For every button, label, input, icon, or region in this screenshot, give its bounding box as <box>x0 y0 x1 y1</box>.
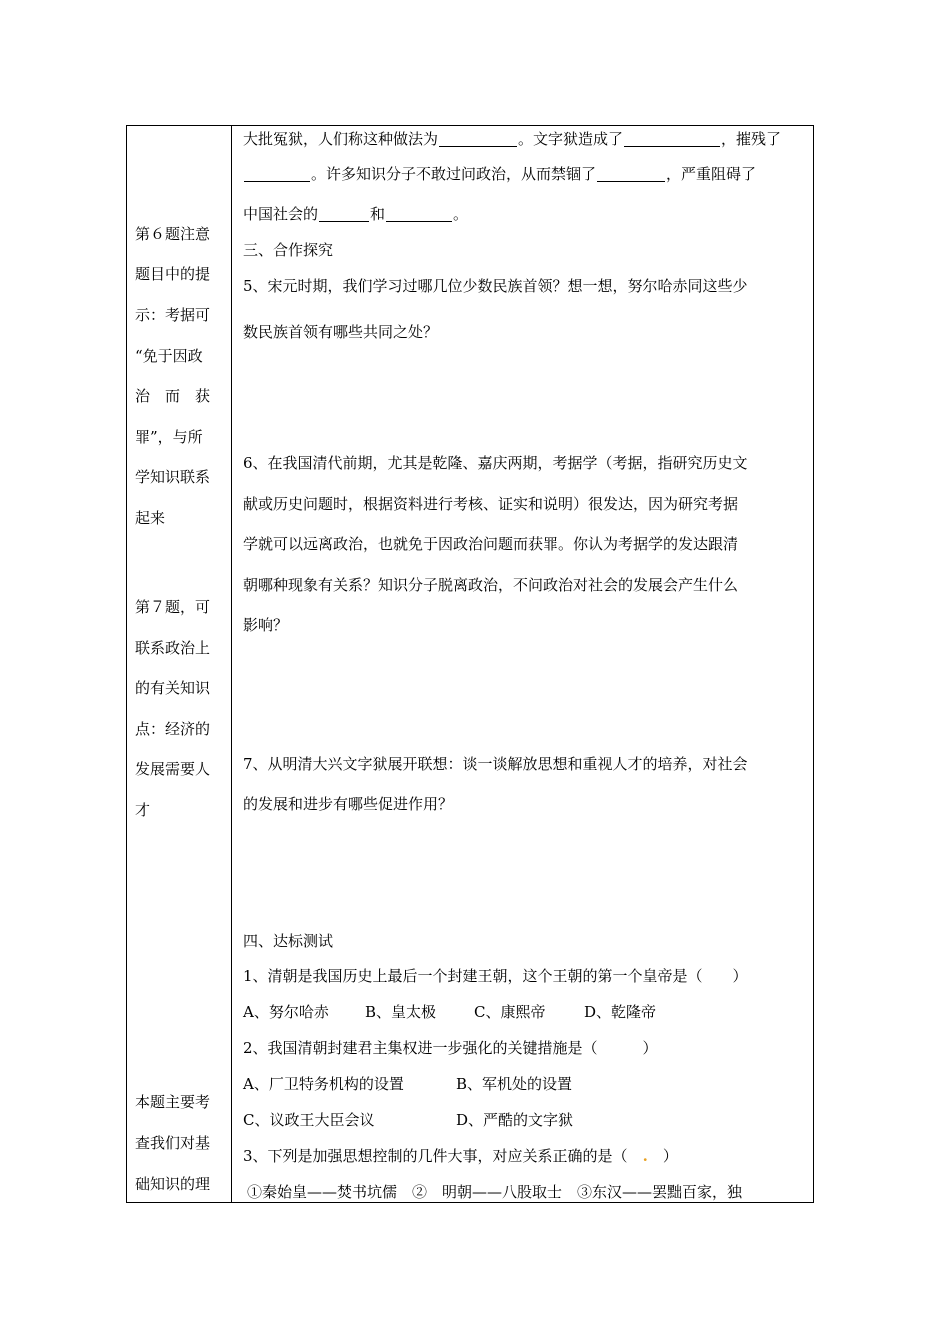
fill-blank[interactable] <box>386 205 452 222</box>
question-line: 7、从明清大兴文字狱展开联想：谈一谈解放思想和重视人才的培养，对社会 <box>243 755 748 773</box>
text: ，严重阻碍了 <box>666 165 757 183</box>
note-line: 罪”，与所 <box>135 428 203 446</box>
note-line: 查我们对基 <box>135 1134 211 1152</box>
text: 大批冤狱，人们称这种做法为 <box>243 130 439 148</box>
option-d[interactable]: D、乾隆帝 <box>584 1003 657 1021</box>
note-line: 起来 <box>135 509 166 527</box>
paragraph-line <box>243 204 468 224</box>
question-line: ①秦始皇——焚书坑儒 ② 明朝——八股取士 ③东汉——罢黜百家，独 <box>247 1183 743 1201</box>
note-line: 治 而 获 <box>135 387 211 405</box>
question-line: 献或历史问题时，根据资料进行考核、证实和说明）很发达，因为研究考据 <box>243 495 739 513</box>
option-c[interactable]: C、康熙帝 <box>474 1003 546 1021</box>
text: 中国社会的 <box>243 205 319 223</box>
question-line: 学就可以远离政治，也就免于因政治问题而获罪。你认为考据学的发达跟清 <box>243 535 739 553</box>
answer-mark: . <box>642 1147 648 1165</box>
text: ） <box>662 1147 678 1165</box>
option-b[interactable]: B、军机处的设置 <box>456 1075 573 1093</box>
note-line: 题目中的提 <box>135 265 211 283</box>
fill-blank[interactable] <box>244 165 310 182</box>
text: 和 <box>370 205 386 223</box>
note-line: 点：经济的 <box>135 720 211 738</box>
text: 。许多知识分子不敢过问政治，从而禁锢了 <box>311 165 597 183</box>
fill-blank[interactable] <box>597 165 665 182</box>
question-line: 的发展和进步有哪些促进作用？ <box>243 795 454 813</box>
section-heading: 三、合作探究 <box>243 241 334 259</box>
option-c[interactable]: C、议政王大臣会议 <box>243 1111 375 1129</box>
note-line: 第６题注意 <box>135 225 211 243</box>
note-line: 第７题，可 <box>135 598 211 616</box>
section-heading: 四、达标测试 <box>243 932 334 950</box>
text: ，摧残了 <box>721 130 782 148</box>
question-line: 朝哪种现象有关系？知识分子脱离政治，不问政治对社会的发展会产生什么 <box>243 576 739 594</box>
option-b[interactable]: B、皇太极 <box>365 1003 437 1021</box>
text: 。 <box>453 205 469 223</box>
paragraph-line <box>243 164 756 184</box>
option-d[interactable]: D、严酷的文字狱 <box>456 1111 574 1129</box>
note-line: 的有关知识 <box>135 679 211 697</box>
test-question-3 <box>243 1146 678 1166</box>
note-line: 学知识联系 <box>135 468 211 486</box>
note-line: 联系政治上 <box>135 639 211 657</box>
fill-blank[interactable] <box>319 205 369 222</box>
note-line: “免于因政 <box>135 347 203 365</box>
fill-blank[interactable] <box>624 130 720 147</box>
note-line: 础知识的理 <box>135 1175 211 1193</box>
text: 3、下列是加强思想控制的几件大事，对应关系正确的是（ <box>243 1147 628 1165</box>
note-line: 本题主要考 <box>135 1093 211 1111</box>
note-line: 示：考据可 <box>135 306 211 324</box>
option-a[interactable]: A、努尔哈赤 <box>243 1003 329 1021</box>
paragraph-line <box>243 129 781 149</box>
column-divider <box>231 125 232 1203</box>
test-question-2: 2、我国清朝封建君主集权进一步强化的关键措施是（ ） <box>243 1039 658 1057</box>
fill-blank[interactable] <box>439 130 517 147</box>
test-question-1: 1、清朝是我国历史上最后一个封建王朝，这个王朝的第一个皇帝是（ ） <box>243 967 748 985</box>
note-line: 发展需要人 <box>135 760 211 778</box>
question-line: 6、在我国清代前期，尤其是乾隆、嘉庆两期，考据学（考据，指研究历史文 <box>243 454 748 472</box>
question-line: 5、宋元时期，我们学习过哪几位少数民族首领？想一想，努尔哈赤同这些少 <box>243 277 748 295</box>
question-line: 数民族首领有哪些共同之处？ <box>243 323 439 341</box>
note-line: 才 <box>135 801 151 819</box>
question-line: 影响？ <box>243 616 289 634</box>
text: 。文字狱造成了 <box>518 130 624 148</box>
option-a[interactable]: A、厂卫特务机构的设置 <box>243 1075 404 1093</box>
